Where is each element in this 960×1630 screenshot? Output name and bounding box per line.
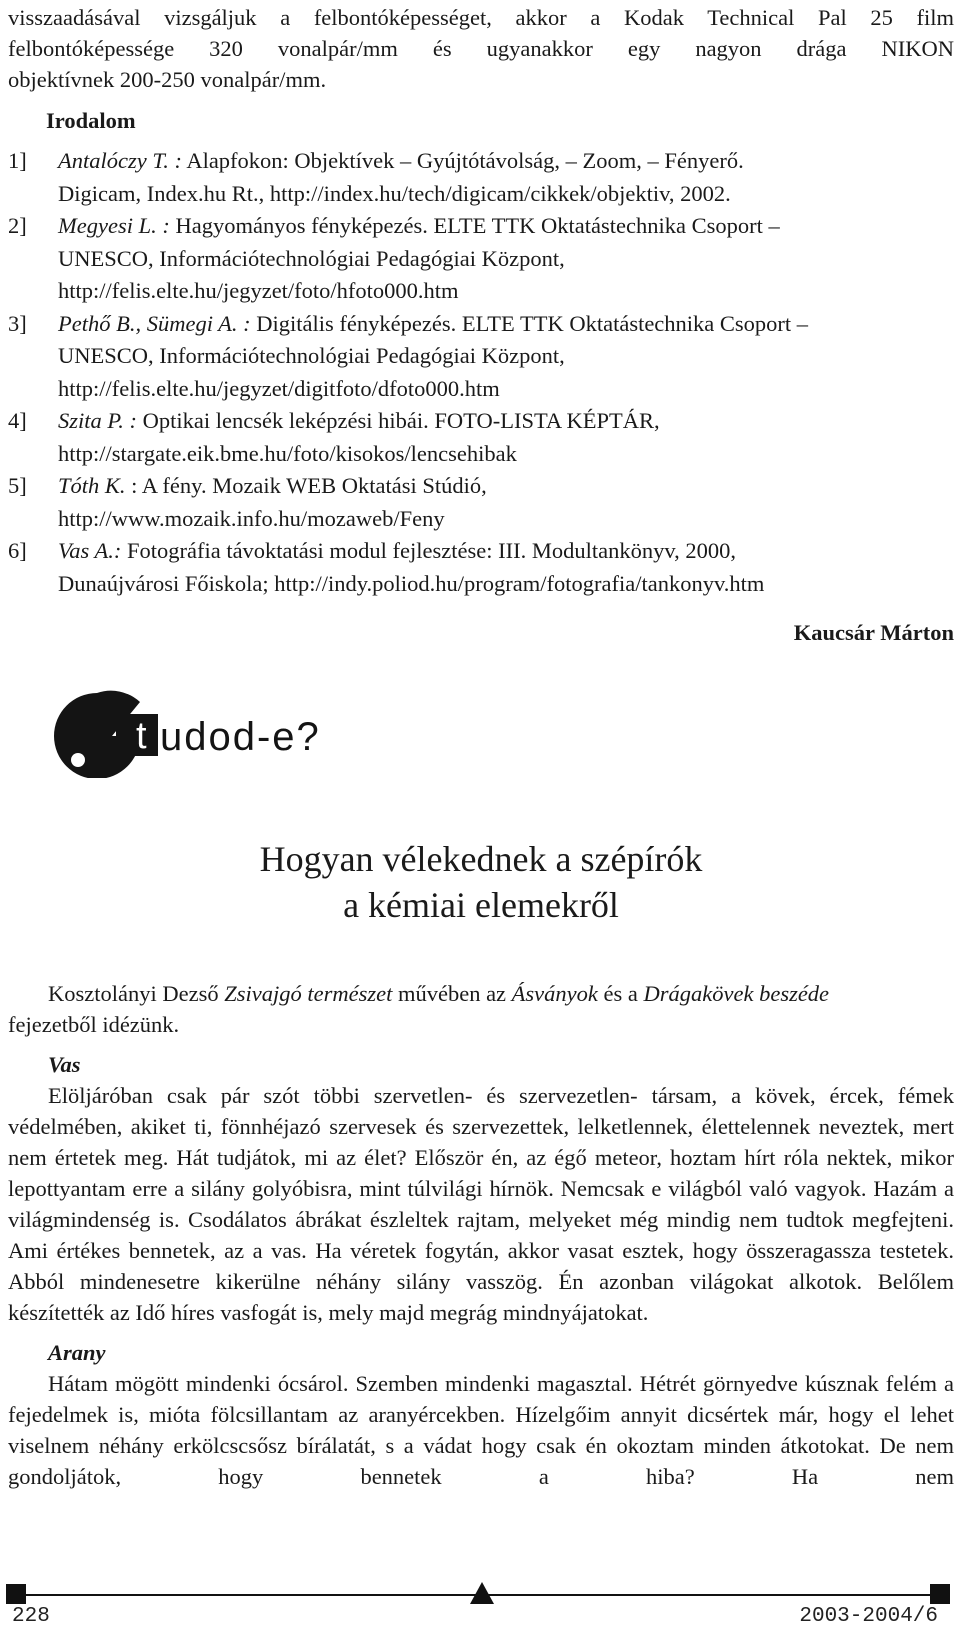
reference-text: Digitális fényképezés. ELTE TTK Oktatástechnika Csoport –: [250, 310, 809, 336]
reference-item: [8, 470, 954, 535]
intro-line: visszaadásával vizsgáljuk a felbontóképességet, akkor a Kodak Technical Pal 25 film: [8, 5, 954, 30]
reference-continuation: UNESCO, Információtechnológiai Pedagógiai Központ,: [58, 343, 565, 368]
reference-continuation: Dunaújvárosi Főiskola; http://indy.poliod.hu/program/fotografia/tankonyv.htm: [58, 570, 765, 596]
reference-link[interactable]: http://felis.elte.hu/jegyzet/digitfoto/dfoto000.htm: [58, 375, 500, 401]
section-text-arany: Hátam mögött mindenki ócsárol. Szemben mindenki magasztal. Hétrét görnyedve kúsznak felém a fejedelmek is, mióta fölcsillantam az aranyércekben. Hízelgőim annyit dicsértek már, hogy el lehet viselnem néhány erkölcscsősz bírálatát, s a vádat hogy csak én okoztam minden átkotokat. De nem gondoljátok, hogy bennetek a hiba? Ha nem: [8, 1371, 954, 1489]
reference-item: [8, 535, 954, 600]
references-list: [8, 145, 954, 600]
intro-text: és a: [597, 981, 644, 1006]
intro-paragraph: [8, 2, 954, 95]
reference-text: Alapfokon: Objektívek – Gyújtótávolság, – Zoom, – Fényerő.: [181, 148, 744, 173]
reference-link[interactable]: http://www.mozaik.info.hu/mozaweb/Feny: [58, 505, 445, 531]
reference-number: 3]: [8, 310, 27, 336]
reference-authors: Megyesi L. :: [58, 213, 170, 238]
reference-authors: Tóth K.: [58, 473, 126, 498]
chapter-title: Drágakövek beszéde: [643, 981, 830, 1006]
logo-wordmark: udod-e?: [160, 715, 321, 759]
reference-link[interactable]: http://felis.elte.hu/jegyzet/foto/hfoto000.htm: [58, 278, 459, 303]
chapter-title: Ásványok: [511, 981, 598, 1006]
reference-authors: Antalóczy T. :: [58, 148, 182, 173]
reference-item: [8, 405, 954, 470]
issue-number: 2003-2004/6: [799, 1605, 938, 1628]
article-body: [8, 978, 954, 1492]
reference-number: 5]: [8, 473, 27, 498]
reference-link[interactable]: http://stargate.eik.bme.hu/foto/kisokos/lencsehibak: [58, 440, 517, 466]
headline-line: a kémiai elemekről: [343, 885, 619, 925]
intro-text: Kosztolányi Dezső: [48, 981, 225, 1006]
article-headline: [8, 836, 954, 928]
intro-text: művében az: [392, 981, 512, 1006]
work-title: Zsivajgó természet: [224, 981, 393, 1006]
footer-triangle-marker: [470, 1582, 494, 1604]
reference-text: : A fény. Mozaik WEB Oktatási Stúdió,: [125, 473, 487, 498]
page-footer: [0, 1580, 960, 1630]
tudod-e-logo-graphic: [52, 688, 412, 778]
logo-dot: [71, 753, 85, 767]
reference-number: 6]: [8, 538, 27, 563]
reference-continuation: UNESCO, Információtechnológiai Pedagógiai Központ,: [58, 245, 565, 271]
intro-text: fejezetből idézünk.: [8, 1012, 180, 1037]
references-heading: Irodalom: [46, 108, 136, 133]
reference-authors: Pethő B., Sümegi A. :: [58, 310, 251, 336]
footer-square-left: [6, 1584, 26, 1604]
reference-authors: Szita P. :: [58, 408, 137, 433]
author-signature: Kaucsár Márton: [793, 620, 954, 645]
article-intro: [8, 978, 954, 1040]
section-text-vas: Elöljáróban csak pár szót többi szervetlen- és szervezetlen- társam, a kövek, ércek, fémek védelmében, akiket ti, fönnhéjazó szervesek és szervezettek, lelketlennek, élettelennek neveztek, mert nem értetek meg. Hát tudjátok, mi az élet? Először én, az égő meteor, hoztam hírt róla nektek, mikor lepottyantam erre a silány golyóbisra, mint túlvilági hírnök. Nemcsak e világból való vagyok. Hazám a világmindenség is. Csodálatos ábrákat észleltek rajtam, melyeket még mindig nem tudtok megfejteni. Ami értékes bennetek, az a vas. Ha véretek fogytán, akkor vasat esztek, hogy összeragassza testetek. Abból mindenesetre kikerülne néhány silány vasszög. Én azonban világokat alkotok. Belőlem készítették az Idő híres vasfogát is, mely majd megrág mindnyájatokat.: [8, 1083, 954, 1325]
reference-text: Optikai lencsék leképzési hibái. FOTO-LISTA KÉPTÁR,: [136, 408, 660, 433]
tudod-e-logo: [52, 688, 412, 778]
reference-text: Hagyományos fényképezés. ELTE TTK Oktatástechnika Csoport –: [169, 213, 780, 238]
intro-line: felbontóképessége 320 vonalpár/mm és ugyanakkor egy nagyon drága NIKON: [8, 36, 954, 61]
intro-line: objektívnek 200-250 vonalpár/mm.: [8, 67, 327, 92]
page-number: 228: [12, 1605, 50, 1628]
reference-item: [8, 145, 954, 210]
reference-text: Fotográfia távoktatási modul fejlesztése: III. Modultankönyv, 2000,: [121, 538, 736, 563]
section-title-arany: Arany: [48, 1340, 106, 1365]
section-title-vas: Vas: [48, 1052, 81, 1077]
headline-line: Hogyan vélekednek a szépírók: [259, 839, 703, 879]
logo-letter-t: t: [136, 715, 147, 757]
reference-number: 2]: [8, 213, 27, 238]
reference-number: 4]: [8, 408, 27, 433]
reference-continuation: Digicam, Index.hu Rt., http://index.hu/tech/digicam/cikkek/objektiv, 2002.: [58, 180, 731, 206]
reference-item: [8, 308, 954, 406]
reference-authors: Vas A.:: [58, 538, 122, 563]
footer-square-right: [930, 1584, 950, 1604]
reference-number: 1]: [8, 148, 27, 173]
reference-item: [8, 210, 954, 308]
